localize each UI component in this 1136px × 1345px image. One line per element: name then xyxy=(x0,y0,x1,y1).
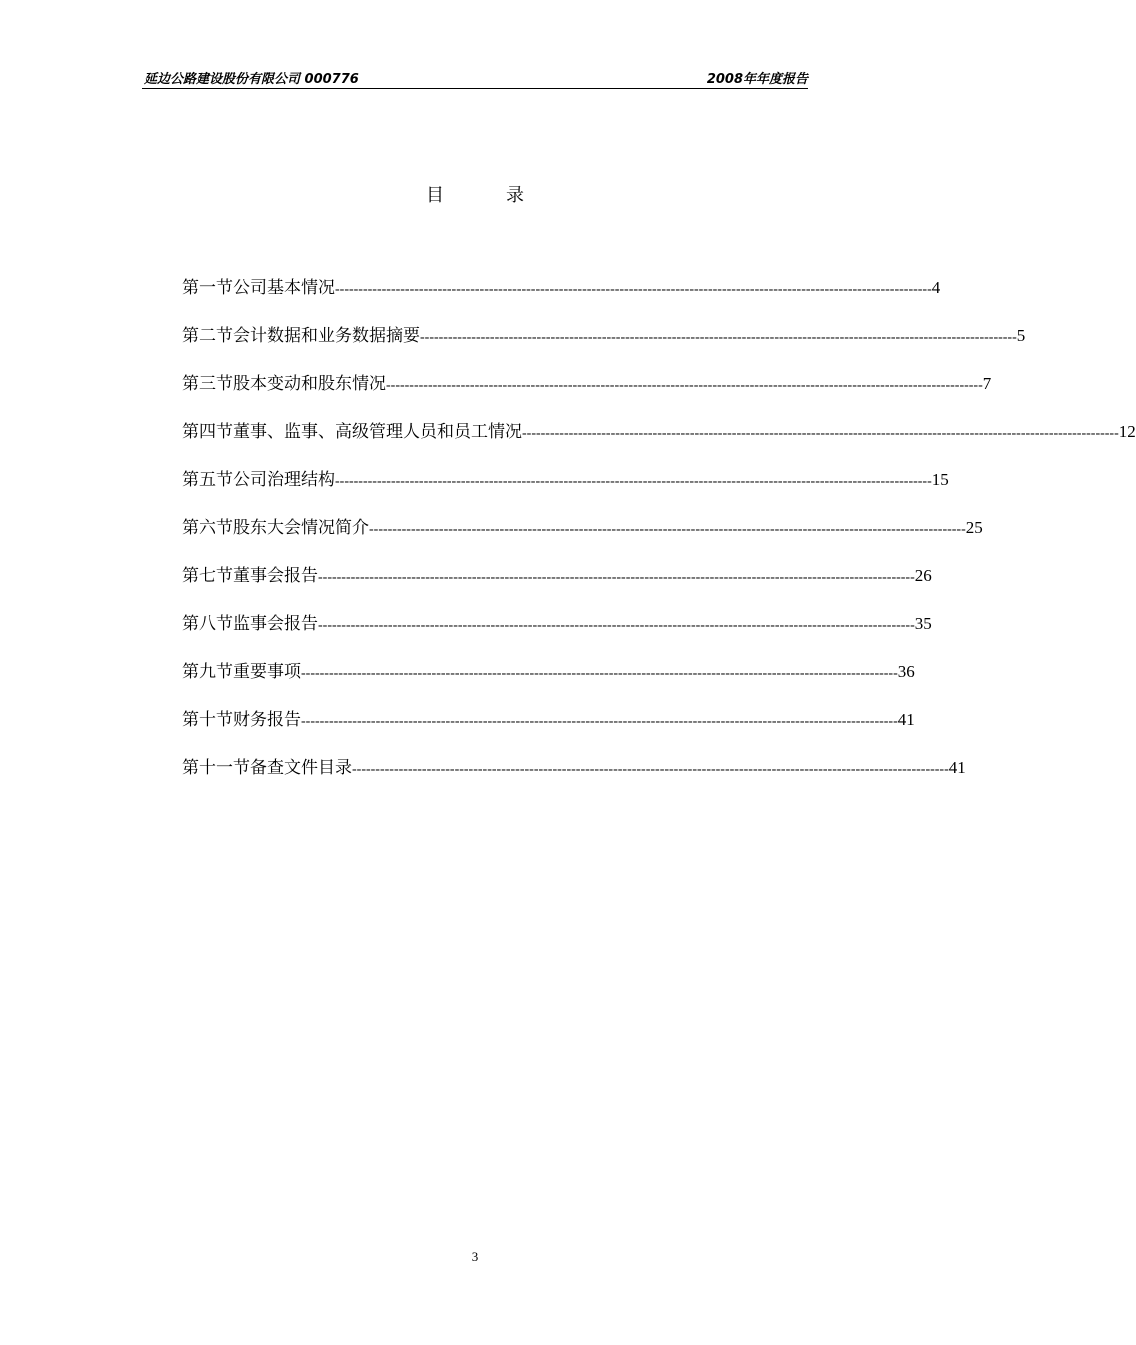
toc-page-number: 26 xyxy=(914,566,932,585)
toc-section-label: 第四节 xyxy=(182,422,233,442)
toc-page-number: 12 xyxy=(1118,422,1136,441)
toc-page-number: 15 xyxy=(931,470,949,489)
toc-entry[interactable] xyxy=(182,708,915,756)
toc-title-char-2: 录 xyxy=(506,185,524,206)
toc-entry-title: 公司治理结构 xyxy=(233,470,335,490)
toc-entry[interactable] xyxy=(182,516,983,564)
toc-page-number: 25 xyxy=(965,518,983,537)
toc-title xyxy=(0,181,950,207)
header-company: 延边公路建设股份有限公司 000776 xyxy=(144,72,359,87)
toc-section-label: 第二节 xyxy=(182,326,233,346)
toc-entry-title: 股本变动和股东情况 xyxy=(233,374,386,394)
toc-page-number: 7 xyxy=(982,374,992,393)
page-number: 3 xyxy=(471,1249,479,1264)
toc-entry-title: 股东大会情况简介 xyxy=(233,518,369,538)
toc-entry[interactable] xyxy=(182,372,992,420)
toc-entry-title: 财务报告 xyxy=(233,710,301,730)
toc-leader: -------------------------------------------------------------------------------------------------------------------------------- xyxy=(318,618,915,633)
toc-section-label: 第一节 xyxy=(182,278,233,298)
header-report-title: 2008年年度报告 xyxy=(706,72,808,87)
toc-entry[interactable] xyxy=(182,324,1026,372)
toc-page-number: 35 xyxy=(914,614,932,633)
toc-page-number: 41 xyxy=(948,758,966,777)
toc-section-label: 第九节 xyxy=(182,662,233,682)
toc-entry[interactable] xyxy=(182,276,941,324)
toc-entry[interactable] xyxy=(182,468,949,516)
toc-leader: -------------------------------------------------------------------------------------------------------------------------------- xyxy=(301,714,898,729)
toc-page-number: 36 xyxy=(897,662,915,681)
toc-entry-title: 监事会报告 xyxy=(233,614,318,634)
toc-entry-title: 重要事项 xyxy=(233,662,301,682)
toc-page-number: 41 xyxy=(897,710,915,729)
toc-entry-title: 董事、监事、高级管理人员和员工情况 xyxy=(233,422,522,442)
toc-section-label: 第八节 xyxy=(182,614,233,634)
toc-leader: -------------------------------------------------------------------------------------------------------------------------------- xyxy=(522,426,1119,441)
toc-section-label: 第十一节 xyxy=(182,758,250,778)
toc-leader: -------------------------------------------------------------------------------------------------------------------------------- xyxy=(335,474,932,489)
toc-leader: -------------------------------------------------------------------------------------------------------------------------------- xyxy=(318,570,915,585)
toc-entry[interactable] xyxy=(182,564,932,612)
toc-page-number: 5 xyxy=(1016,326,1026,345)
toc-entry[interactable] xyxy=(182,660,915,708)
toc-entry-title: 备查文件目录 xyxy=(250,758,352,778)
toc-section-label: 第六节 xyxy=(182,518,233,538)
table-of-contents xyxy=(182,276,1136,804)
toc-entry-title: 会计数据和业务数据摘要 xyxy=(233,326,420,346)
running-header xyxy=(142,66,808,89)
toc-leader: -------------------------------------------------------------------------------------------------------------------------------- xyxy=(352,762,949,777)
toc-entry[interactable] xyxy=(182,420,1136,468)
toc-leader: -------------------------------------------------------------------------------------------------------------------------------- xyxy=(386,378,983,393)
toc-entry-title: 董事会报告 xyxy=(233,566,318,586)
toc-section-label: 第三节 xyxy=(182,374,233,394)
toc-title-char-1: 目 xyxy=(426,185,444,206)
toc-entry-title: 公司基本情况 xyxy=(233,278,335,298)
toc-leader: -------------------------------------------------------------------------------------------------------------------------------- xyxy=(420,330,1017,345)
toc-leader: -------------------------------------------------------------------------------------------------------------------------------- xyxy=(335,282,932,297)
toc-page-number: 4 xyxy=(931,278,941,297)
toc-section-label: 第十节 xyxy=(182,710,233,730)
toc-section-label: 第五节 xyxy=(182,470,233,490)
toc-entry[interactable] xyxy=(182,756,966,804)
toc-section-label: 第七节 xyxy=(182,566,233,586)
toc-entry[interactable] xyxy=(182,612,932,660)
toc-leader: -------------------------------------------------------------------------------------------------------------------------------- xyxy=(369,522,966,537)
toc-leader: -------------------------------------------------------------------------------------------------------------------------------- xyxy=(301,666,898,681)
